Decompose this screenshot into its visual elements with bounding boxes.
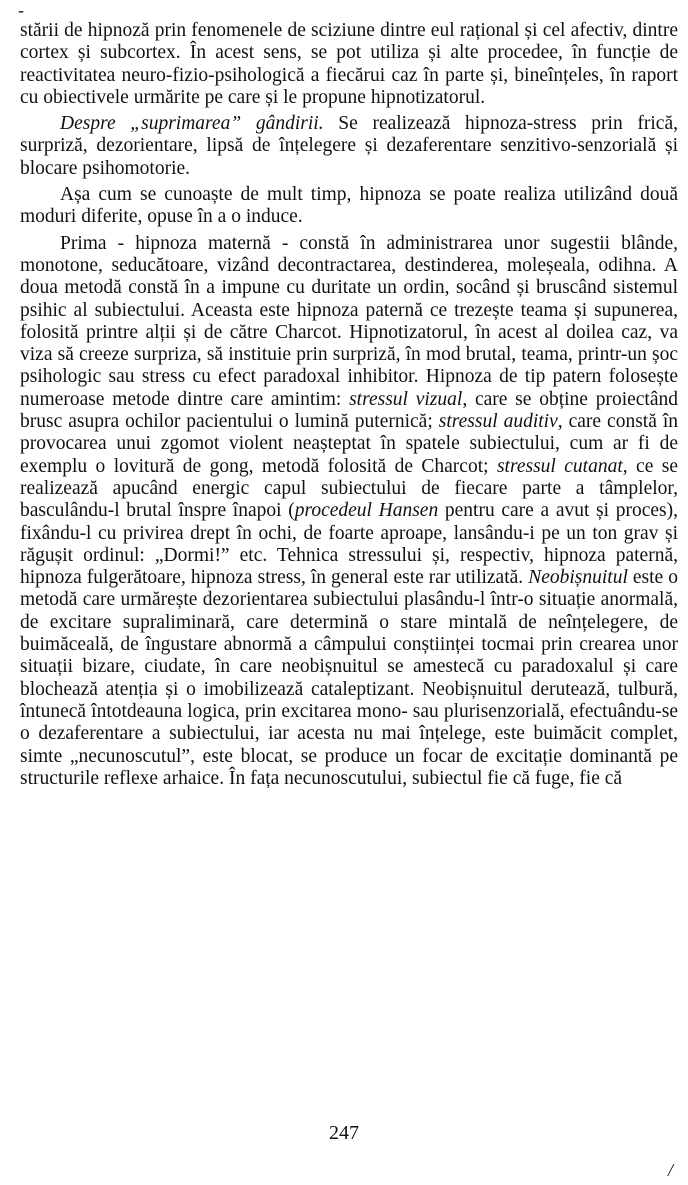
paragraph (20, 184, 678, 229)
paragraph (20, 113, 678, 180)
text-run: , care se obține proiectând brusc asupra ochilor pacientului o lumină puternică; (20, 388, 679, 433)
italic-text-run: stressul cutanat (496, 455, 623, 477)
text-run: Se realizează hipnoza-stress prin frică, surpriză, dezorientare, lipsă de înțelegere și dezaferentare senzitivo-senzorială și blocare psihomotorie. (20, 113, 678, 179)
paragraph (20, 20, 678, 109)
scan-mark-top: - (18, 0, 24, 20)
italic-text-run: Neobișnuitul (528, 567, 628, 589)
page-number: 247 (329, 1122, 359, 1144)
text-run: este o metodă care urmărește dezorientarea subiectului plasându-l într-o situație anormală, de excitare supraliminară, care determină o stare mintală de neînțelegere, de buimăceală, de îngustare abnormă a câmpului conștiinței tocmai prin crearea unor situații bizare, ciudate, în care neobișnuitul se amestecă cu paradoxalul și care blochează atenția și o imobilizează cataleptizant. Neobișnuitul derutează, tulbură, întunecă întotdeauna logica, prin excitarea mono- sau plurisenzorială, efectuându-se o dezaferentare a subiectului, iar acesta nu mai înțelege, este buimăcit complet, simte „necunoscutul”, este blocat, se produce un focar de excitație dominantă pe structurile reflexe arhaice. În fața necunoscutului, subiectul fie că fuge, fie că (20, 567, 678, 789)
text-run: , ce se realizează apucând energic capul subiectului de fiecare parte a tâmplelor, basculându-l brutal înspre înapoi ( (20, 455, 678, 522)
italic-text-run: stressul auditiv (438, 411, 558, 433)
text-run: stării de hipnoză prin fenomenele de sciziune dintre eul rațional și cel afectiv, dintre cortex și subcortex. În acest sens, se pot utiliza și alte procedee, în funcție de reactivitatea neuro-fizio-psihologică a fiecărui caz în parte și, bineînțeles, în raport cu obiectivele urmărite pe care și le propune hipnotizatorul. (20, 20, 678, 108)
text-run: Prima - hipnoza maternă - constă în administrarea unor sugestii blânde, monotone, seducătoare, vizând decontractarea, destinderea, moleșeala, odihna. A doua metodă constă în a impune cu duritate un ordin, socând și bruscând sistemul psihic al subiectului. Aceasta este hipnoza paternă ce trezește teama și supunerea, folosită printre alții și de către Charcot. Hipnotizatorul, în acest al doilea caz, va viza să creeze surpriza, să instituie prin surpriză, în mod brutal, teama, printr-un șoc psihologic sau stress cu efect paradoxal inhibitor. Hipnoza de tip patern folosește numeroase metode dintre care amintim: (20, 232, 678, 410)
text-run: Așa cum se cunoaște de mult timp, hipnoza se poate realiza utilizând două moduri diferite, opuse în a o induce. (20, 184, 678, 228)
scan-mark-bottom: / (668, 1160, 674, 1180)
italic-text-run: Despre „suprimarea” gândirii. (60, 113, 324, 135)
italic-text-run: stressul vizual (349, 388, 463, 410)
paragraph (20, 233, 678, 790)
document-page (20, 20, 678, 790)
text-run: , care constă în provocarea unui zgomot violent neașteptat în spatele subiectului, cum ar fi de exemplu o lovitură de gong, metodă folosită de Charcot; (20, 411, 679, 477)
italic-text-run: procedeul Hansen (294, 500, 439, 522)
text-run: pentru care a avut și proces), fixându-l cu privirea drept în ochi, de foarte aproape, lansându-i pe un ton grav și răgușit ordinul: „Dormi!” etc. Tehnica stressului și, respectiv, hipnoza paternă, hipnoza fulgerătoare, hipnoza stress, în general este rar utilizată. (20, 500, 678, 589)
